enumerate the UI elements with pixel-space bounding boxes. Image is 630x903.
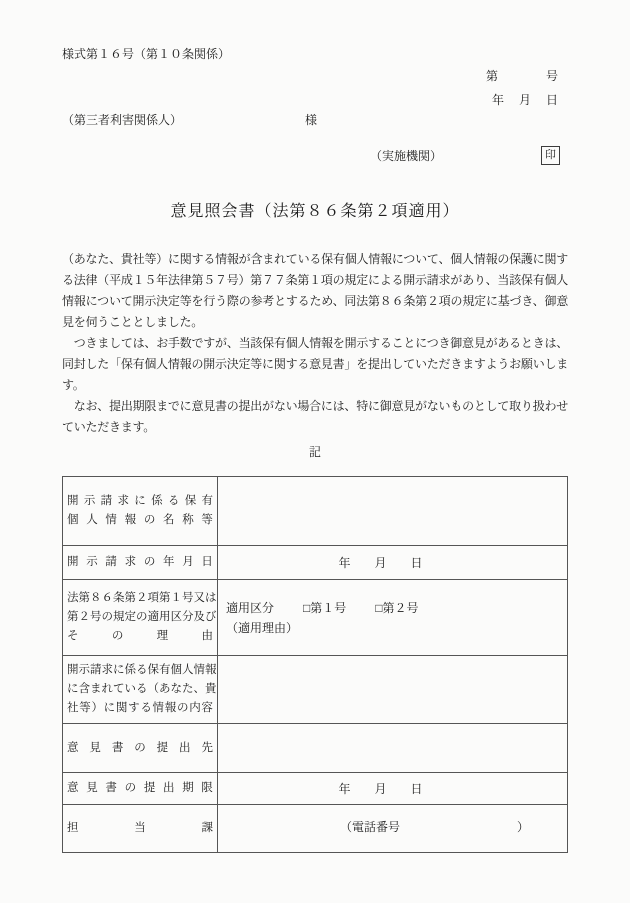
- row-label-applicable-clause: 法 第 ８ ６ 条 第 ２ 項 第 １ 号 又 は 第 ２ 号 の 規 定 の 適 用 区 分 及 び そ の 理 由: [63, 580, 218, 656]
- request-date-value: 年 月 日: [218, 546, 568, 580]
- submission-deadline-value: 年 月 日: [218, 773, 568, 805]
- note-marker-ki: 記: [308, 445, 321, 459]
- document-number: 第 号: [485, 69, 558, 83]
- issuer-line: [62, 148, 568, 166]
- phone-number-line: [218, 818, 567, 836]
- seal-stamp-icon: 印: [541, 146, 560, 165]
- body-paragraph-2: つきましては、お手数ですが、当該保有個人情報を開示することにつき御意見があるときは、同封した「保有個人情報の開示決定等に関する意見書」を提出していただきますようお願いします。: [62, 336, 568, 392]
- document-title: 意見照会書（法第８６条第２項適用）: [170, 203, 460, 220]
- applicable-clause-value: [218, 580, 568, 656]
- apply-reason-label: （適用理由）: [226, 620, 299, 635]
- table-row: [63, 546, 568, 580]
- apply-category-line: [226, 598, 559, 618]
- third-party-label: （第三者利害関係人）: [62, 113, 183, 127]
- checkbox-option-no1: □第１号: [303, 600, 347, 615]
- row-label-submission-destination: 意 見 書 の 提 出 先: [63, 724, 218, 773]
- checkbox-option-no2: □第２号: [375, 600, 419, 615]
- issuer-label: （実施機関）: [370, 149, 443, 163]
- phone-number-close: ）: [516, 819, 529, 834]
- body-text: [62, 249, 568, 438]
- row-label-held-info-name: 開 示 請 求 に 係 る 保 有 個 人 情 報 の 名 称 等: [63, 477, 218, 546]
- section-in-charge-value: [218, 805, 568, 853]
- row-label-submission-deadline: 意 見 書 の 提 出 期 限: [63, 773, 218, 805]
- table-row: [63, 805, 568, 853]
- apply-category-label: 適用区分: [226, 600, 275, 615]
- form-number: 様式第１６号（第１０条関係）: [62, 47, 231, 61]
- table-row: [63, 656, 568, 724]
- form-table: [62, 476, 568, 853]
- issue-date-line: 年 月 日: [491, 93, 558, 107]
- body-paragraph-3: なお、提出期限までに意見書の提出がない場合には、特に御意見がないものとして取り扱わせていただきます。: [62, 399, 568, 434]
- table-row: [63, 773, 568, 805]
- row-label-request-date: 開 示 請 求 の 年 月 日: [63, 546, 218, 580]
- submission-destination-value: [218, 724, 568, 773]
- held-info-name-value: [218, 477, 568, 546]
- addressee-line: [62, 112, 568, 128]
- table-row: [63, 477, 568, 546]
- row-label-section-in-charge: 担 当 課: [63, 805, 218, 853]
- info-content-value: [218, 656, 568, 724]
- table-row: [63, 724, 568, 773]
- phone-number-open: （電話番号: [340, 819, 401, 834]
- body-paragraph-1: （あなた、貴社等）に関する情報が含まれている保有個人情報について、個人情報の保護に関する法律（平成１５年法律第５７号）第７７条第１項の規定による開示請求があり、当該保有個人情報について開示決定等を行う際の参考とするため、同法第８６条第２項の規定に基づき、御意見を伺うこととしました。: [62, 252, 568, 329]
- row-label-info-content: 開 示 請 求 に 係 る 保 有 個 人 情 報 に 含 ま れ て い る （ あ な た 、 貴 社 等 ） に 関 す る 情 報 の 内 容: [63, 656, 218, 724]
- addressee-honorific: 様: [305, 113, 318, 127]
- table-row: [63, 580, 568, 656]
